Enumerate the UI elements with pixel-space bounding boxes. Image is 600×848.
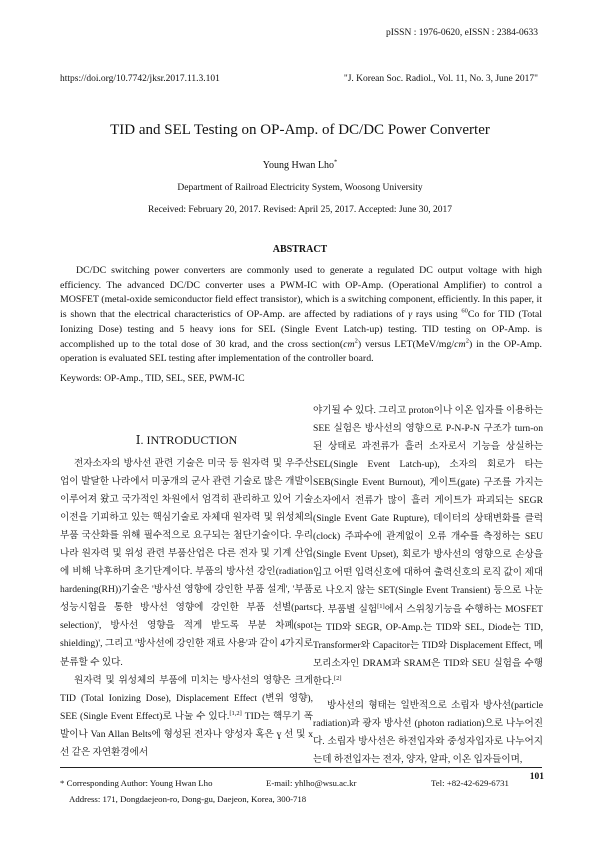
corresponding-author: * Corresponding Author: Young Hwan Lho <box>60 778 213 788</box>
citation-ref: [2] <box>333 674 342 682</box>
right-column <box>313 402 543 769</box>
left-paragraph-2 <box>60 672 313 762</box>
abstract-text-a: DC/DC switching power converters are commonly used to generate a regulated DC output voltage with high efficiency. The advanced DC/DC converter uses a PWM-IC with OP-Amp. (Operational Amplifier) to control a MOSFET (metal-oxide semiconductor field effect transistor), which is a switching component, efficiently. In this paper, it is shown that the electrical characteristics of OP-Amp. are affected by radiations of <box>60 265 542 321</box>
author-mark: * <box>333 158 338 166</box>
abstract-text-d: ) versus LET(MeV/mg/ <box>357 338 455 350</box>
author-email[interactable]: E-mail: yhlho@wsu.ac.kr <box>266 778 357 788</box>
abstract-text-e: ) in the OP-Amp. operation is evaluated SEL testing after implementation of the controller board. <box>60 338 542 365</box>
citation-ref: [1,2] <box>229 709 242 717</box>
unit-exp-2: 2 <box>465 337 469 345</box>
unit-exp-1: 2 <box>354 337 358 345</box>
keywords: Keywords: OP-Amp., TID, SEL, SEE, PWM-IC <box>60 374 245 384</box>
gamma-symbol: γ <box>408 309 413 321</box>
section-heading: Ⅰ. INTRODUCTION <box>135 433 238 447</box>
author-address: Address: 171, Dongdaejeon-ro, Dong-gu, Daejeon, Korea, 300-718 <box>69 794 307 804</box>
abstract-text-c: Co for TID (Total Ionizing Dose) testing and 5 heavy ions for SEL (Single Event Latch-up) testing. TID testing on OP-Amp. is accomplished up to the total dose of 30 krad, and the cross section( <box>60 309 542 350</box>
author-name: Young Hwan Lho <box>262 160 334 171</box>
left-p2-text-b: TID는 핵무기 폭발이나 Van Allan Belts에 형성된 전자나 양성자 혹은 ɣ 선 및 x선 같은 자연환경에서 <box>60 710 313 758</box>
affiliation: Department of Railroad Electricity System, Woosong University <box>177 183 423 193</box>
received-dates: Received: February 20, 2017. Revised: April 25, 2017. Accepted: June 30, 2017 <box>148 205 452 215</box>
right-paragraph-1 <box>313 402 543 691</box>
left-column <box>60 455 313 762</box>
isotope-mass: 60 <box>461 307 468 315</box>
citation-ref: [1] <box>377 602 385 610</box>
right-paragraph-2: 방사선의 형태는 일반적으로 소립자 방사선(particle radiation)과 광자 방사선 (photon radiation)으로 나누어진다. 소립자 방사선은 하전입자와 중성자입자로 나누어지는데 하전입자는 전자, 양자, 알파, 이온 입자들이며, <box>313 699 543 765</box>
footnote <box>60 775 509 807</box>
journal-citation: "J. Korean Soc. Radiol., Vol. 11, No. 3, June 2017" <box>343 74 538 84</box>
paper-title: TID and SEL Testing on OP-Amp. of DC/DC Power Converter <box>110 122 490 138</box>
right-p1-text-a: 야기될 수 있다. 그리고 proton이나 이온 입자를 이용하는 SEE 실험은 방사선의 영향으로 P-N-P-N 구조가 turn-on 된 상태로 과전류가 흘러 소자로서 기능을 상실하는 SEL(Single Event Latch-up), 소자의 회로가 타는 SEB(Single Event Burnout), 게이트(gate) 구조를 가지는 소자에서 전류가 많이 흘러 게이트가 파괴되는 SEGR (Single Event Gate Rupture), 데이터의 상태변화를 클럭(clock) 주파수에 관계없이 오류 개수를 측정하는 SEU (Single Event Upset), 회로가 방사선의 영향으로 손상을 입고 어떤 입력신호에 대하여 출력신호의 로직 값이 제대로 나오지 않는 SET(Single Event Transient) 등으로 나눈다. 부품별 실험 <box>313 405 543 615</box>
left-p2-text-a: 원자력 및 위성체의 부품에 미치는 방사선의 영향은 크게 TID (Total Ionizing Dose), Displacement Effect (변위 영향), SEE (Single Event Effect)로 나눌 수 있다. <box>60 674 313 722</box>
author-tel: Tel: +82-42-629-6731 <box>431 778 509 788</box>
right-p1-text-b: 에서 스위칭기능을 수행하는 MOSFET는 TID와 SEGR, OP-Amp.는 TID와 SEL, Diode는 TID, Transformer와 Capacitor는 TID와 Displacement Effect, 메모리소자인 DRAM과 SRAM은 TID와 SEU 실험을 수행한다. <box>313 603 543 687</box>
doi-link[interactable]: https://doi.org/10.7742/jksr.2017.11.3.101 <box>60 74 220 84</box>
unit-cm-1: cm <box>343 338 355 350</box>
issn-line: pISSN : 1976-0620, eISSN : 2384-0633 <box>385 28 538 38</box>
page-number: 101 <box>529 772 544 782</box>
unit-cm-2: cm <box>454 338 466 350</box>
abstract-text-b: rays using <box>412 309 462 321</box>
abstract-heading: ABSTRACT <box>272 244 328 255</box>
author-line <box>0 160 600 171</box>
footnote-divider <box>60 767 542 768</box>
left-paragraph-1: 전자소자의 방사선 관련 기술은 미국 등 원자력 및 우주산업이 발달한 나라에서 미공개의 군사 관련 기술로 많은 개발이 이루어져 왔고 국가적인 차원에서 엄격히 관리하고 있어 기술이전을 기피하고 있는 핵심기술로 자체대 원자력 및 위성체의 부품 국산화를 위해 필수적으로 요구되는 첨단기술이다. 우리나라 원자력 및 위성 관련 부품산업은 다른 전자 및 기계 산업에 비해 낙후하며 초기단계이다. 부품의 방사선 강인(radiation hardening(RH))기술은 '방사선 영향에 강인한 부품 설계', '부품 성능시험을 통한 방사선 영향에 강인한 부품 선별(parts selection)', 방사선 영향을 적게 받도록 부분 차폐(spot shielding)', 그리고 '방사선에 강인한 재료 사용'과 같이 4가지로 분류할 수 있다. <box>60 458 313 668</box>
abstract-body <box>60 264 542 367</box>
